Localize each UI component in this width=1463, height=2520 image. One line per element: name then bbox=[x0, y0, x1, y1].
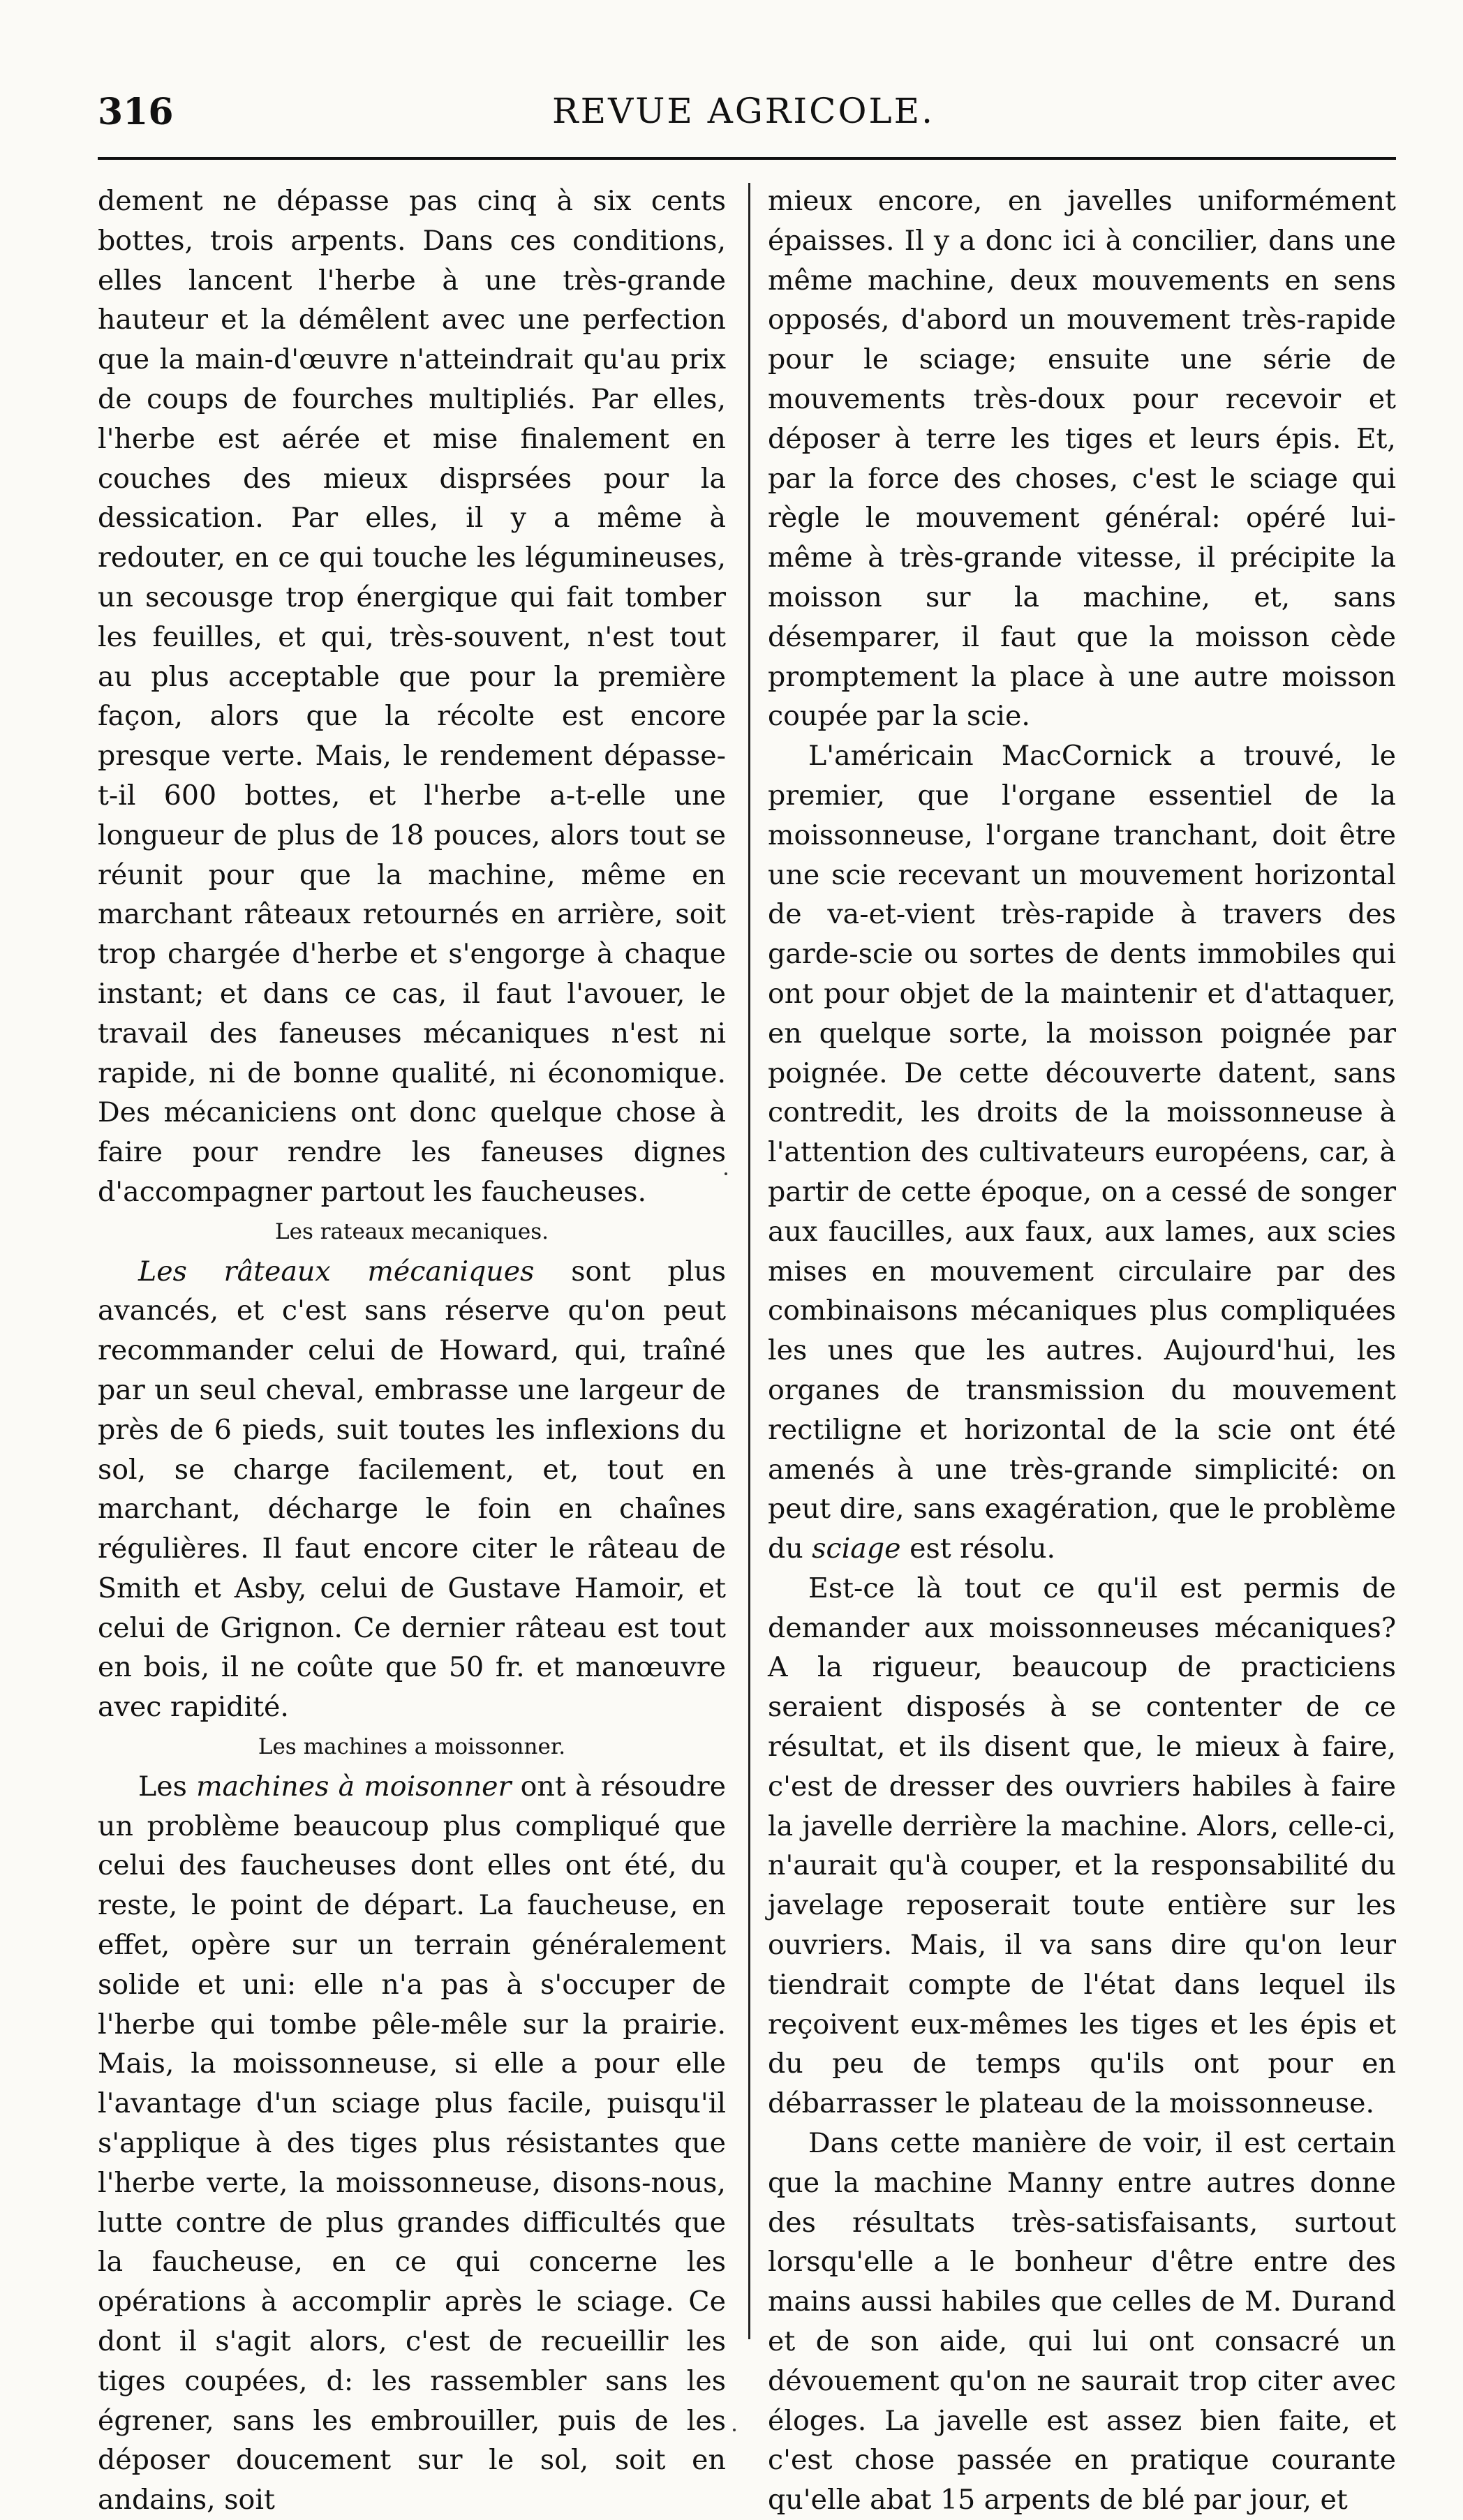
paragraph-machines-start: Les bbox=[138, 1770, 197, 1803]
left-column bbox=[98, 181, 726, 2520]
paragraph-rateaux-text: sont plus avancés, et c'est sans réserve qu'on peut recommander celui de Howard, qui, traîné par un seul cheval, embrasse une largeur de près de 6 pieds, suit toutes les inflexions du sol, se charge facilement, et, tout en marchant, décharge le foin en chaînes régulières. Il faut encore citer le râteau de Smith et Asby, celui de Gustave Hamoir, et celui de Grignon. Ce dernier râteau est tout en bois, il ne coûte que 50 fr. et manœuvre avec rapidité. bbox=[98, 1255, 726, 1724]
italic-rateaux: Les râteaux mécaniques bbox=[138, 1255, 535, 1288]
paragraph-javelles: mieux encore, en javelles uniformément épaisses. Il y a donc ici à concilier, dans une même machine, deux mouvements en sens opposés, d'abord un mouvement très-rapide pour le sciage; ensuite une série de mouvements très-doux pour recevoir et déposer à terre les tiges et leurs épis. Et, par la force des choses, c'est le sciage qui règle le mouvement général: opéré lui-même à très-grande vitesse, il précipite la moisson sur la machine, et, sans désemparer, il faut que la moisson cède promptement la place à une autre moisson coupée par la scie. bbox=[768, 185, 1396, 733]
paragraph-rateaux bbox=[98, 1252, 726, 1728]
column-divider bbox=[748, 183, 750, 2339]
paragraph-faneuses-end: dement ne dépasse pas cinq à six cents bottes, trois arpents. Dans ces conditions, elles lancent l'herbe à une très-grande hauteur et la démêlent avec une perfection que la main-d'œuvre n'atteindrait qu'au prix de coups de fourches multipliés. Par elles, l'herbe est aérée et mise finalement en couches des mieux disprsées pour la dessication. Par elles, il y a même à redouter, en ce qui touche les légumineuses, un secousge trop énergique qui fait tomber les feuilles, et qui, très-souvent, n'est tout au plus acceptable que pour la première façon, alors que la récolte est encore presque verte. Mais, le rendement dépasse-t-il 600 bottes, et l'herbe a-t-elle une longueur de plus de 18 pouces, alors tout se réunit pour que la machine, même en marchant râteaux retournés en arrière, soit trop chargée d'herbe et s'engorge à chaque instant; et dans ce cas, il faut l'avouer, le travail des faneuses mécaniques n'est ni rapide, ni de bonne qualité, ni économique. Des mécaniciens ont donc quelque chose à faire pour rendre les faneuses dignes d'accompagner partout les faucheuses. bbox=[98, 185, 726, 1208]
page-number: 316 bbox=[98, 91, 174, 133]
stray-dot-mark bbox=[733, 2429, 736, 2431]
subheading-machines: Les machines a moissonner. bbox=[258, 1734, 566, 1760]
paragraph-machines-text: ont à résoudre un problème beaucoup plus compliqué que celui des faucheuses dont elles ont été, du reste, le point de départ. La faucheuse, en effet, opère sur un terrain généralement solide et uni: elle n'a pas à s'occuper de l'herbe qui tombe pêle-mêle sur la prairie. Mais, la moissonneuse, si elle a pour elle l'avantage d'un sciage plus facile, puisqu'il s'applique à des tiges plus résistantes que l'herbe verte, la moissonneuse, disons-nous, lutte contre de plus grandes difficultés que la faucheuse, en ce qui concerne les opérations à accomplir après le sciage. Ce dont il s'agit alors, c'est de recueillir les tiges coupées, d: les rassembler sans les égrener, sans les embrouiller, puis de les déposer doucement sur le sol, soit en andains, soit bbox=[98, 1770, 726, 2517]
italic-machines: machines à moisonner bbox=[196, 1770, 512, 1803]
paragraph-maccornick-text: L'américain MacCornick a trouvé, le premier, que l'organe essentiel de la moissonneuse, l'organe tranchant, doit être une scie recevant un mouvement horizontal de va-et-vient très-rapide à travers des garde-scie ou sortes de dents immobiles qui ont pour objet de la maintenir et d'attaquer, en quelque sorte, la moisson poignée par poignée. De cette découverte datent, sans contredit, les droits de la moissonneuse à l'attention des cultivateurs européens, car, à partir de cette époque, on a cessé de songer aux faucilles, aux faux, aux lames, aux scies mises en mouvement circulaire par des combinaisons mécaniques plus compliquées les unes que les autres. Aujourd'hui, les organes de transmission du mouvement rectiligne et horizontal de la scie ont été amenés à une très-grande simplicité: on peut dire, sans exagération, que le problème du bbox=[768, 740, 1396, 1565]
paragraph-machines bbox=[98, 1767, 726, 2520]
page-header bbox=[98, 91, 1389, 147]
paragraph-manny: Dans cette manière de voir, il est certain que la machine Manny entre autres donne des résultats très-satisfaisants, surtout lorsqu'elle a le bonheur d'être entre des mains aussi habiles que celles de M. Durand et de son aide, qui lui ont consacré un dévouement qu'on ne saurait trop citer avec éloges. La javelle est assez bien faite, et c'est chose passée en pratique courante qu'elle abat 15 arpents de blé par jour, et bbox=[768, 2127, 1396, 2517]
italic-sciage: sciage bbox=[812, 1533, 901, 1565]
subheading-rateaux: Les rateaux mecaniques. bbox=[275, 1218, 549, 1244]
paragraph-maccornick-end: est résolu. bbox=[900, 1533, 1056, 1565]
paragraph-permis: Est-ce là tout ce qu'il est permis de demander aux moissonneuses mécaniques? A la rigueur, beaucoup de practiciens seraient disposés à se contenter de ce résultat, et ils disent que, le mieux à faire, c'est de dresser des ouvriers habiles à faire la javelle derrière la machine. Alors, celle-ci, n'aurait qu'à couper, et la responsabilité du javelage reposerait toute entière sur les ouvriers. Mais, il va sans dire qu'on leur tiendrait compte de l'état dans lequel ils reçoivent eux-mêmes les tiges et les épis et du peu de temps qu'ils ont pour en débarrasser le plateau de la moissonneuse. bbox=[768, 1572, 1396, 2120]
right-column bbox=[768, 181, 1396, 2520]
running-title: REVUE AGRICOLE. bbox=[551, 91, 935, 131]
header-rule bbox=[98, 157, 1396, 160]
stray-dot-mark bbox=[725, 1172, 727, 1175]
paragraph-maccornick bbox=[768, 736, 1396, 1569]
